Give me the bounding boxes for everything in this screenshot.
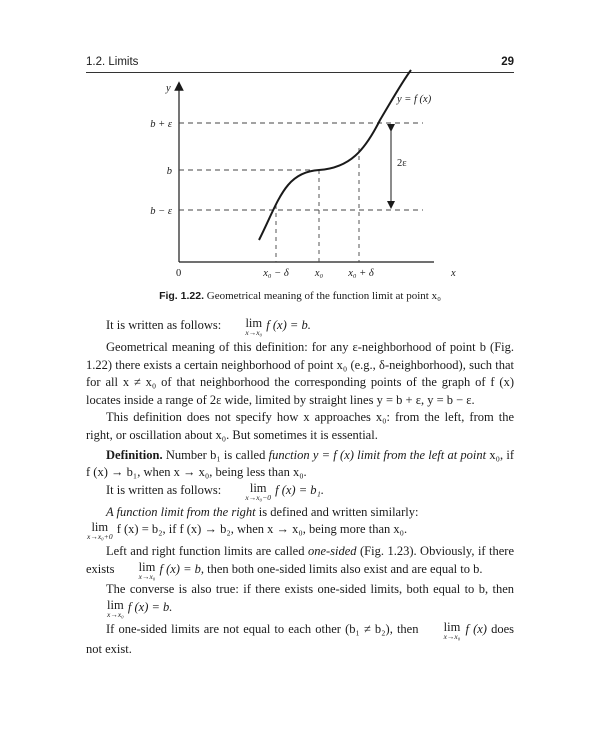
limit-left-expression: lim x→x₀−0 <box>245 480 271 502</box>
definition-label: Definition. <box>106 447 163 462</box>
page-number: 29 <box>501 56 514 68</box>
caption-label: Fig. 1.22. <box>159 290 204 302</box>
label-x0-minus-delta: x₀ − δ <box>263 268 289 279</box>
label-b-plus-eps: b + ε <box>150 119 172 130</box>
paragraph-geometric: Geometrical meaning of this definition: for any ε-neighborhood of point b (Fig. 1.22) there exists a certain neighborhood of point x₀ (e.g., δ-neighborhood), such that for all x ≠ x₀ of that neighborhood the corresponding points of the graph of f (x) locates inside a range of 2ε wide, limited by straight lines y = b + ε, y = b − ε. <box>86 340 514 407</box>
paragraph-definition: Definition. Number b₁ is called function y = f (x) limit from the left at point x₀, if f (x) → b₁, when x → x₀, being less than x₀. <box>86 447 514 480</box>
figure-caption <box>86 290 514 302</box>
paragraph-right-limit: A function limit from the right is defined and written similarly: <box>106 504 419 519</box>
limit-right-expression: lim x→x₀+0 <box>87 520 113 542</box>
paragraph-approach: This definition does not specify how x approaches x₀: from the left, from the right, or oscillation about x₀. But sometimes it is essential. <box>86 410 514 442</box>
figure-1-22 <box>0 0 600 300</box>
paragraph-written-left: It is written as follows: lim x→x₀−0 f (x) = b₁. <box>106 480 324 502</box>
section-title: 1.2. Limits <box>86 56 139 68</box>
function-curve <box>259 70 411 240</box>
limit-expression-4: lim x→x₀ <box>443 619 461 641</box>
label-b-minus-eps: b − ε <box>150 206 172 217</box>
limit-expression-3: lim x→x₀ <box>107 597 124 619</box>
label-b: b <box>166 166 172 177</box>
label-x0-plus-delta: x₀ + δ <box>348 268 374 279</box>
limit-expression-2: lim x→x₀ <box>138 559 156 581</box>
origin-label: 0 <box>176 268 182 279</box>
y-axis-label: y <box>166 83 171 94</box>
x-axis-label: x <box>451 268 456 279</box>
paragraph-right-limit-expression: lim x→x₀+0 f (x) = b₂, if f (x) → b₂, when x → x₀, being more than x₀. <box>87 520 408 542</box>
paragraph-written: It is written as follows: lim x→x₀ f (x) = b. <box>106 316 311 337</box>
limit-expression: lim x→x₀ <box>245 316 263 337</box>
curve-label: y = f (x) <box>397 94 432 105</box>
two-epsilon-label: 2ε <box>397 158 407 169</box>
paragraph-converse: The converse is also true: if there exists one-sided limits, both equal to b, then lim x→x₀ f (x) = b. <box>86 581 514 619</box>
caption-text: Geometrical meaning of the function limit at point x₀ <box>206 290 441 302</box>
body-text <box>86 317 514 658</box>
paragraph-one-sided: Left and right function limits are called one-sided (Fig. 1.23). Obviously, if there exists lim x→x₀ f (x) = b, then both one-sided limits also exist and are equal to b. <box>86 544 515 581</box>
label-x0: x₀ <box>314 268 324 279</box>
paragraph-not-equal: If one-sided limits are not equal to each other (b₁ ≠ b₂), then lim x→x₀ f (x) does not exist. <box>86 619 514 656</box>
